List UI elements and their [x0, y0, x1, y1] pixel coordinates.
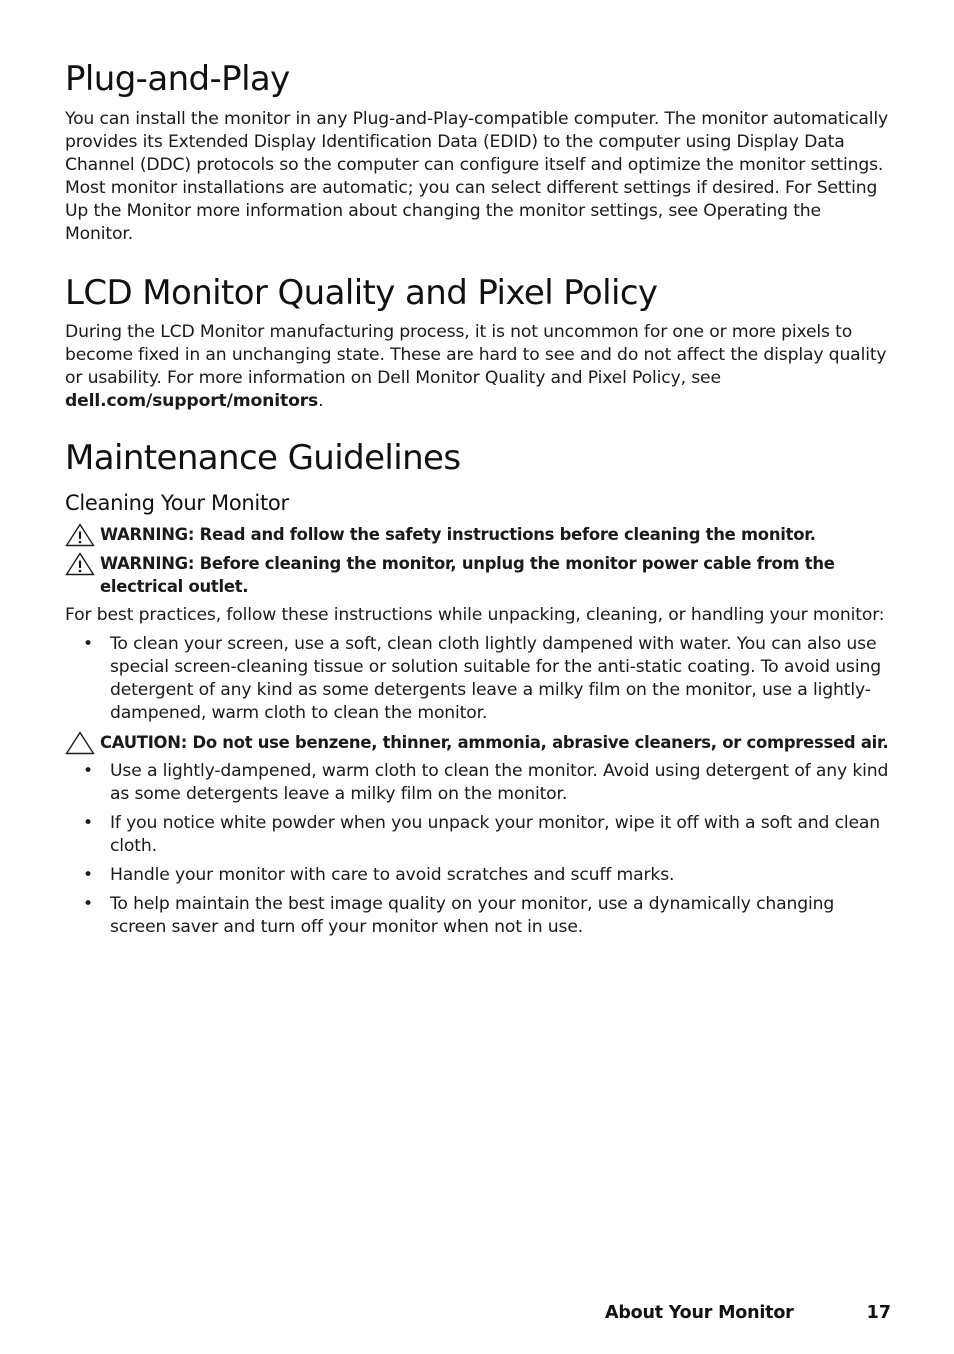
caution-triangle-icon: [65, 731, 95, 755]
bullet-marker: •: [83, 865, 93, 885]
page-content: [65, 58, 889, 945]
footer-title: About Your Monitor: [605, 1303, 794, 1323]
caution-text: CAUTION: Do not use benzene, thinner, ammonia, abrasive cleaners, or compressed air.: [100, 733, 889, 752]
subheading-cleaning: Cleaning Your Monitor: [65, 491, 289, 515]
list-item: [65, 893, 889, 939]
warning-text-1: WARNING: Read and follow the safety instructions before cleaning the monitor.: [100, 525, 816, 544]
heading-plug-and-play: Plug-and-Play: [65, 59, 290, 99]
warning-triangle-icon: [65, 552, 95, 576]
bullet-marker: •: [83, 894, 93, 914]
list-item: [65, 633, 889, 725]
heading-maintenance: Maintenance Guidelines: [65, 438, 461, 478]
warning-note-1: [65, 523, 889, 546]
cleaning-list-1: [65, 633, 889, 725]
caution-note: [65, 731, 889, 754]
paragraph-pixel-policy: [65, 321, 889, 413]
paragraph-plug-and-play: You can install the monitor in any Plug-and-Play-compatible computer. The monitor automatically provides its Extended Display Identification Data (EDID) to the computer using Display Data Channel (DDC) protocols so the computer can configure itself and optimize the monitor settings. Most monitor installations are automatic; you can select different settings if desired. For Setting Up the Monitor more information about changing the monitor settings, see Operating the Monitor.: [65, 109, 889, 244]
warning-note-2: [65, 552, 889, 598]
list-item-text: Use a lightly-dampened, warm cloth to clean the monitor. Avoid using detergent of any kind as some detergents leave a milky film on the monitor.: [110, 761, 889, 804]
list-item: [65, 760, 889, 806]
list-item-text: Handle your monitor with care to avoid scratches and scuff marks.: [110, 865, 675, 885]
warning-text-2: WARNING: Before cleaning the monitor, unplug the monitor power cable from the electrical outlet.: [100, 554, 835, 596]
bullet-marker: •: [83, 761, 93, 781]
list-item: [65, 812, 889, 858]
section-pixel-policy: [65, 272, 889, 413]
list-item-text: If you notice white powder when you unpack your monitor, wipe it off with a soft and clean cloth.: [110, 813, 881, 856]
heading-pixel-policy: LCD Monitor Quality and Pixel Policy: [65, 273, 658, 313]
support-link[interactable]: dell.com/support/monitors: [65, 391, 319, 411]
bullet-marker: •: [83, 634, 93, 654]
cleaning-list-2: [65, 760, 889, 939]
paragraph-best-practices: For best practices, follow these instructions while unpacking, cleaning, or handling your monitor:: [65, 605, 885, 625]
pixel-policy-text: During the LCD Monitor manufacturing process, it is not uncommon for one or more pixels to become fixed in an unchanging state. These are hard to see and do not affect the display quality or usability. For more information on Dell Monitor Quality and Pixel Policy, see: [65, 322, 887, 388]
page-number: 17: [866, 1303, 891, 1323]
section-plug-and-play: [65, 58, 889, 246]
warning-triangle-icon: [65, 523, 95, 547]
list-item-text: To clean your screen, use a soft, clean cloth lightly dampened with water. You can also use special screen-cleaning tissue or solution suitable for the anti-static coating. To avoid using detergent of any kind as some detergents leave a milky film on the monitor, use a lightly-dampened, warm cloth to clean the monitor.: [110, 634, 881, 723]
pixel-policy-period: .: [318, 391, 324, 411]
section-maintenance: [65, 437, 889, 939]
list-item-text: To help maintain the best image quality on your monitor, use a dynamically changing screen saver and turn off your monitor when not in use.: [110, 894, 835, 937]
bullet-marker: •: [83, 813, 93, 833]
list-item: [65, 864, 889, 887]
